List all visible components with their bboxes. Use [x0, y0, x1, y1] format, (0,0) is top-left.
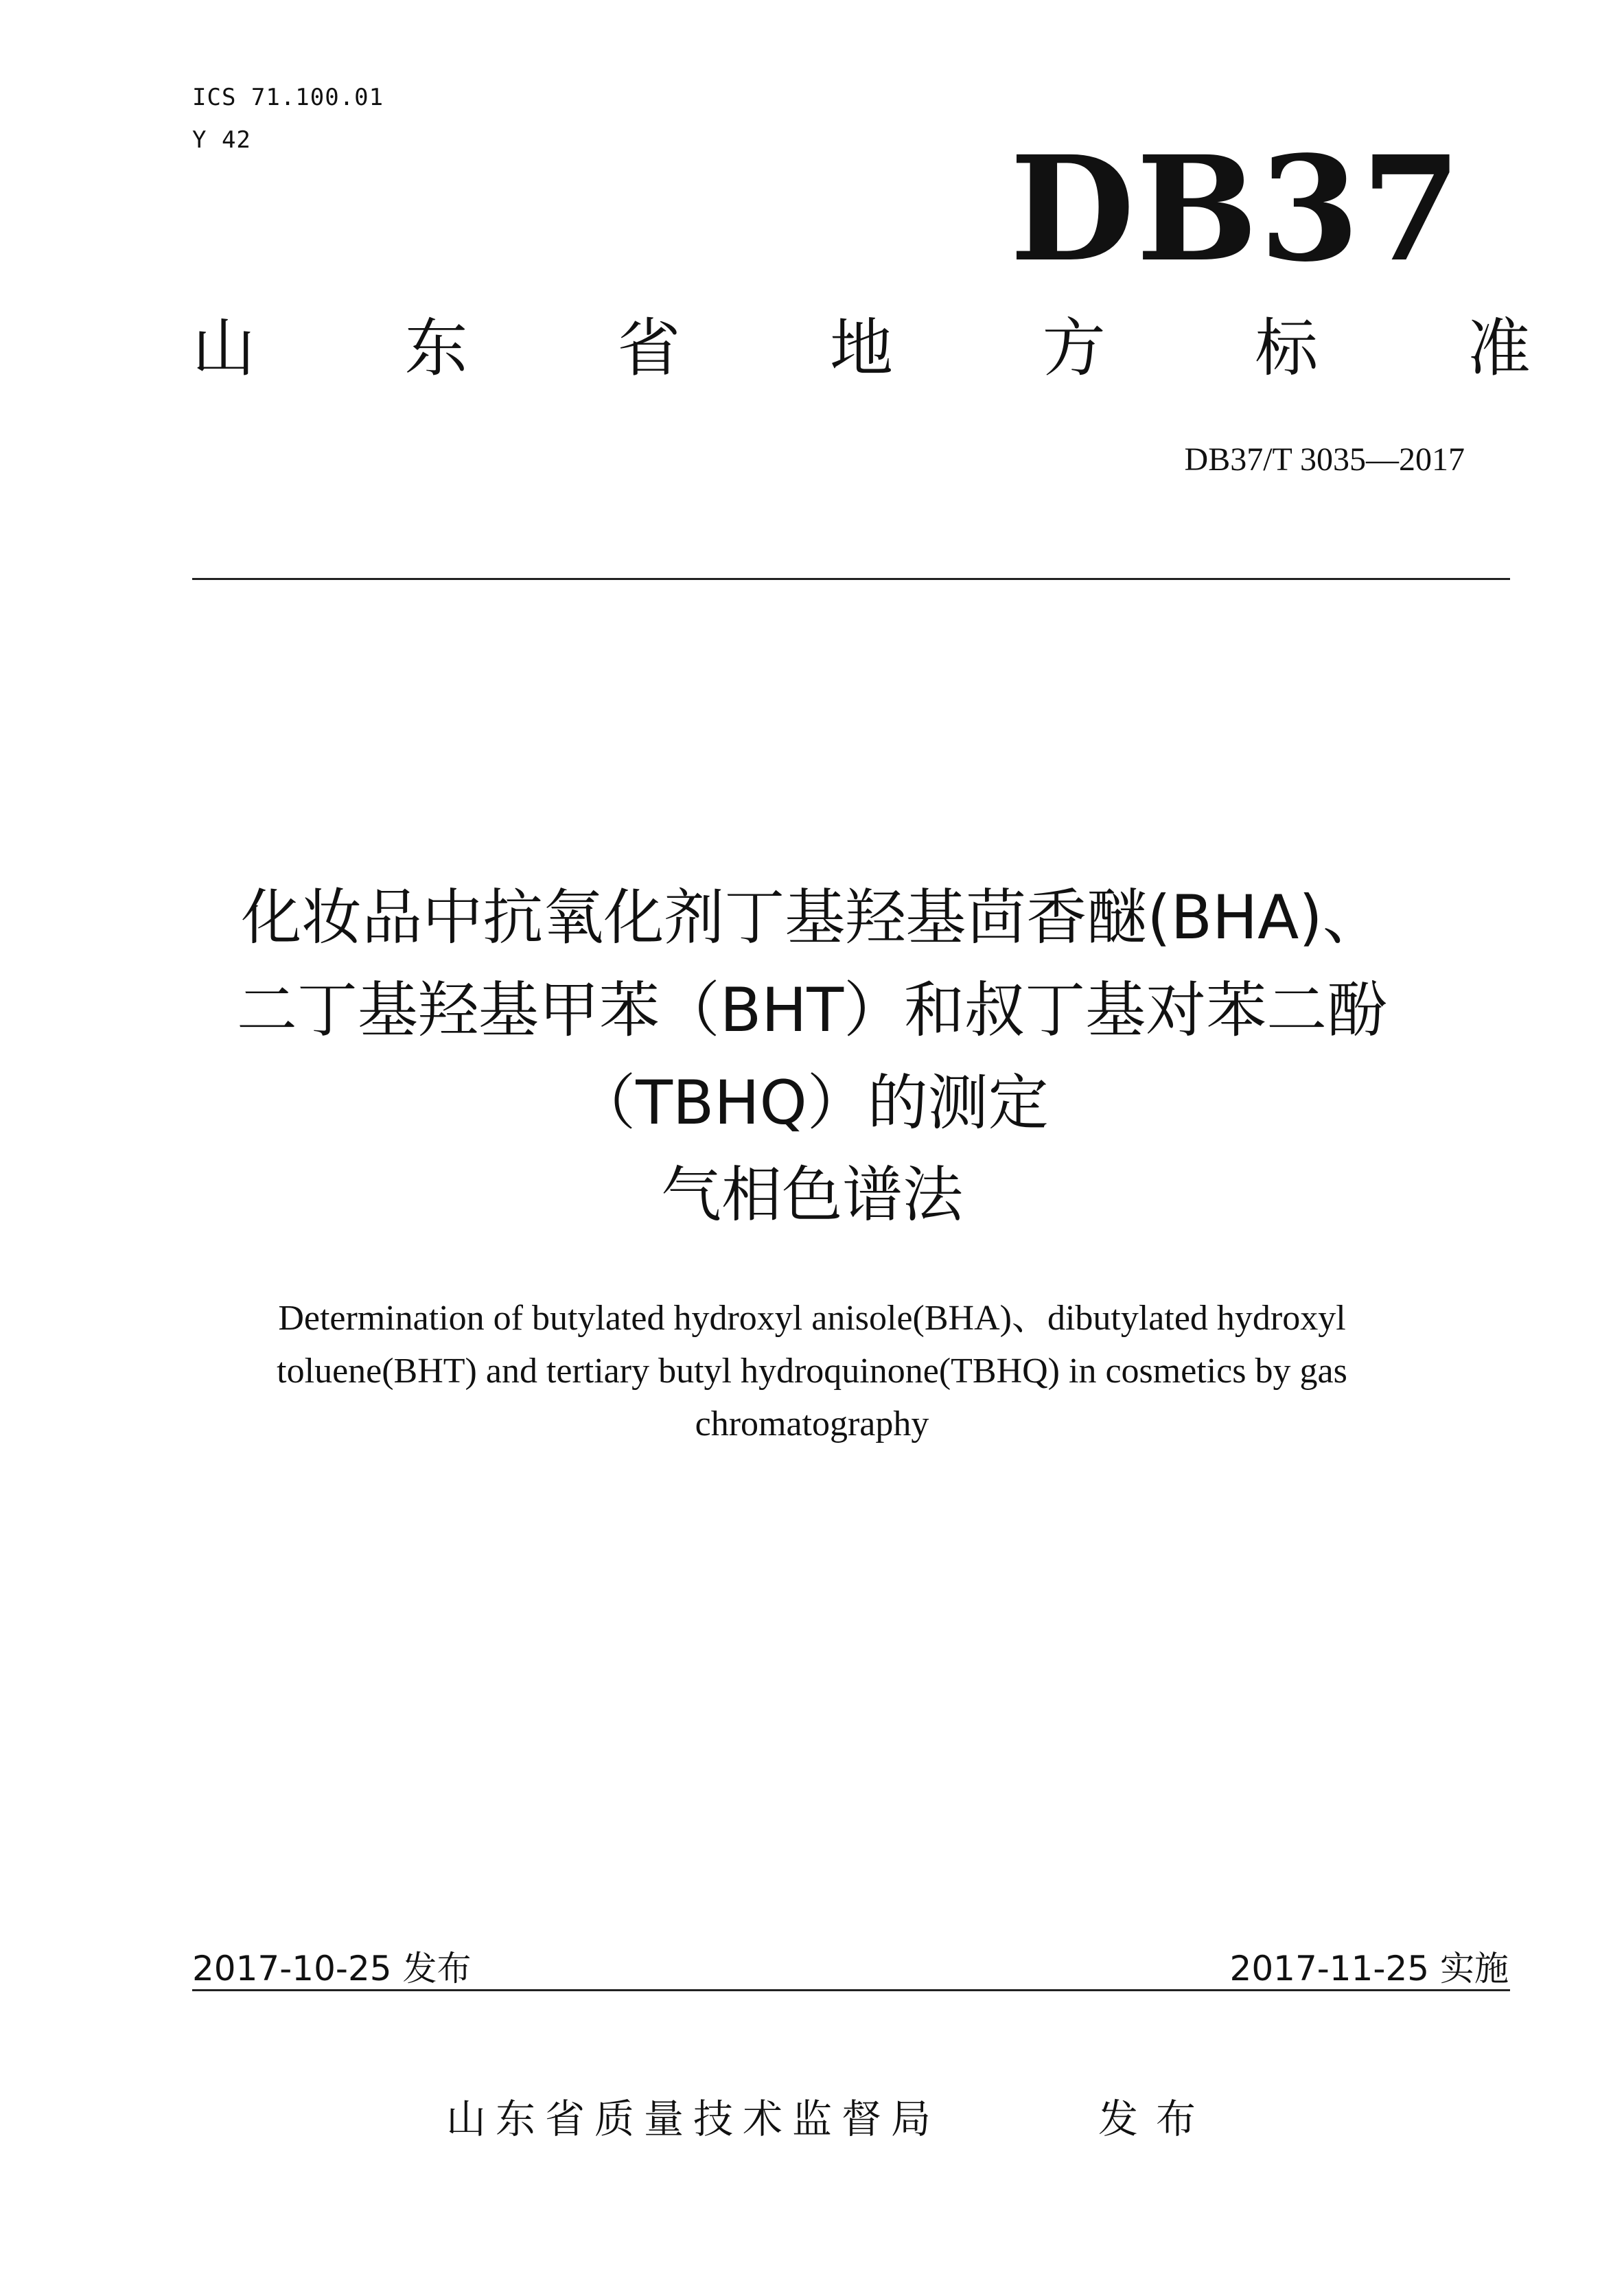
standard-number: DB37/T 3035—2017 — [1184, 441, 1465, 478]
ccs-code: Y 42 — [192, 126, 251, 154]
standard-type-char: 地 — [829, 312, 893, 385]
bottom-divider — [192, 1989, 1510, 1991]
ics-code: ICS 71.100.01 — [192, 84, 384, 111]
english-title-line: chromatography — [695, 1404, 929, 1443]
top-divider — [192, 578, 1510, 580]
standard-type-char: 山 — [192, 312, 256, 385]
publisher-name: 山东省质量技术监督局 — [446, 2096, 941, 2142]
english-title-line: Determination of butylated hydroxyl anisole(BHA)、dibutylated hydroxyl — [278, 1299, 1346, 1338]
chinese-title-line: 二丁基羟基甲苯（BHT）和叔丁基对苯二酚 — [236, 975, 1388, 1045]
standard-type-char: 东 — [404, 312, 468, 385]
chinese-title-line: （TBHQ）的测定 — [575, 1067, 1049, 1138]
standard-type-char: 省 — [617, 312, 681, 385]
standard-type-title — [192, 312, 1531, 385]
chinese-title-line: 化妆品中抗氧化剂丁基羟基茴香醚(BHA)、 — [241, 882, 1383, 953]
publish-label: 发布 — [1098, 2096, 1214, 2142]
standard-type-char: 标 — [1255, 312, 1319, 385]
standard-type-char: 准 — [1467, 312, 1531, 385]
issue-date: 2017-10-25 发布 — [192, 1949, 472, 1988]
chinese-subtitle: 气相色谱法 — [660, 1159, 963, 1230]
implementation-date: 2017-11-25 实施 — [1229, 1949, 1509, 1988]
standard-code-large: DB37 — [1010, 124, 1463, 294]
standard-type-char: 方 — [1042, 312, 1106, 385]
english-title-line: toluene(BHT) and tertiary butyl hydroquinone(TBHQ) in cosmetics by gas — [277, 1352, 1347, 1391]
